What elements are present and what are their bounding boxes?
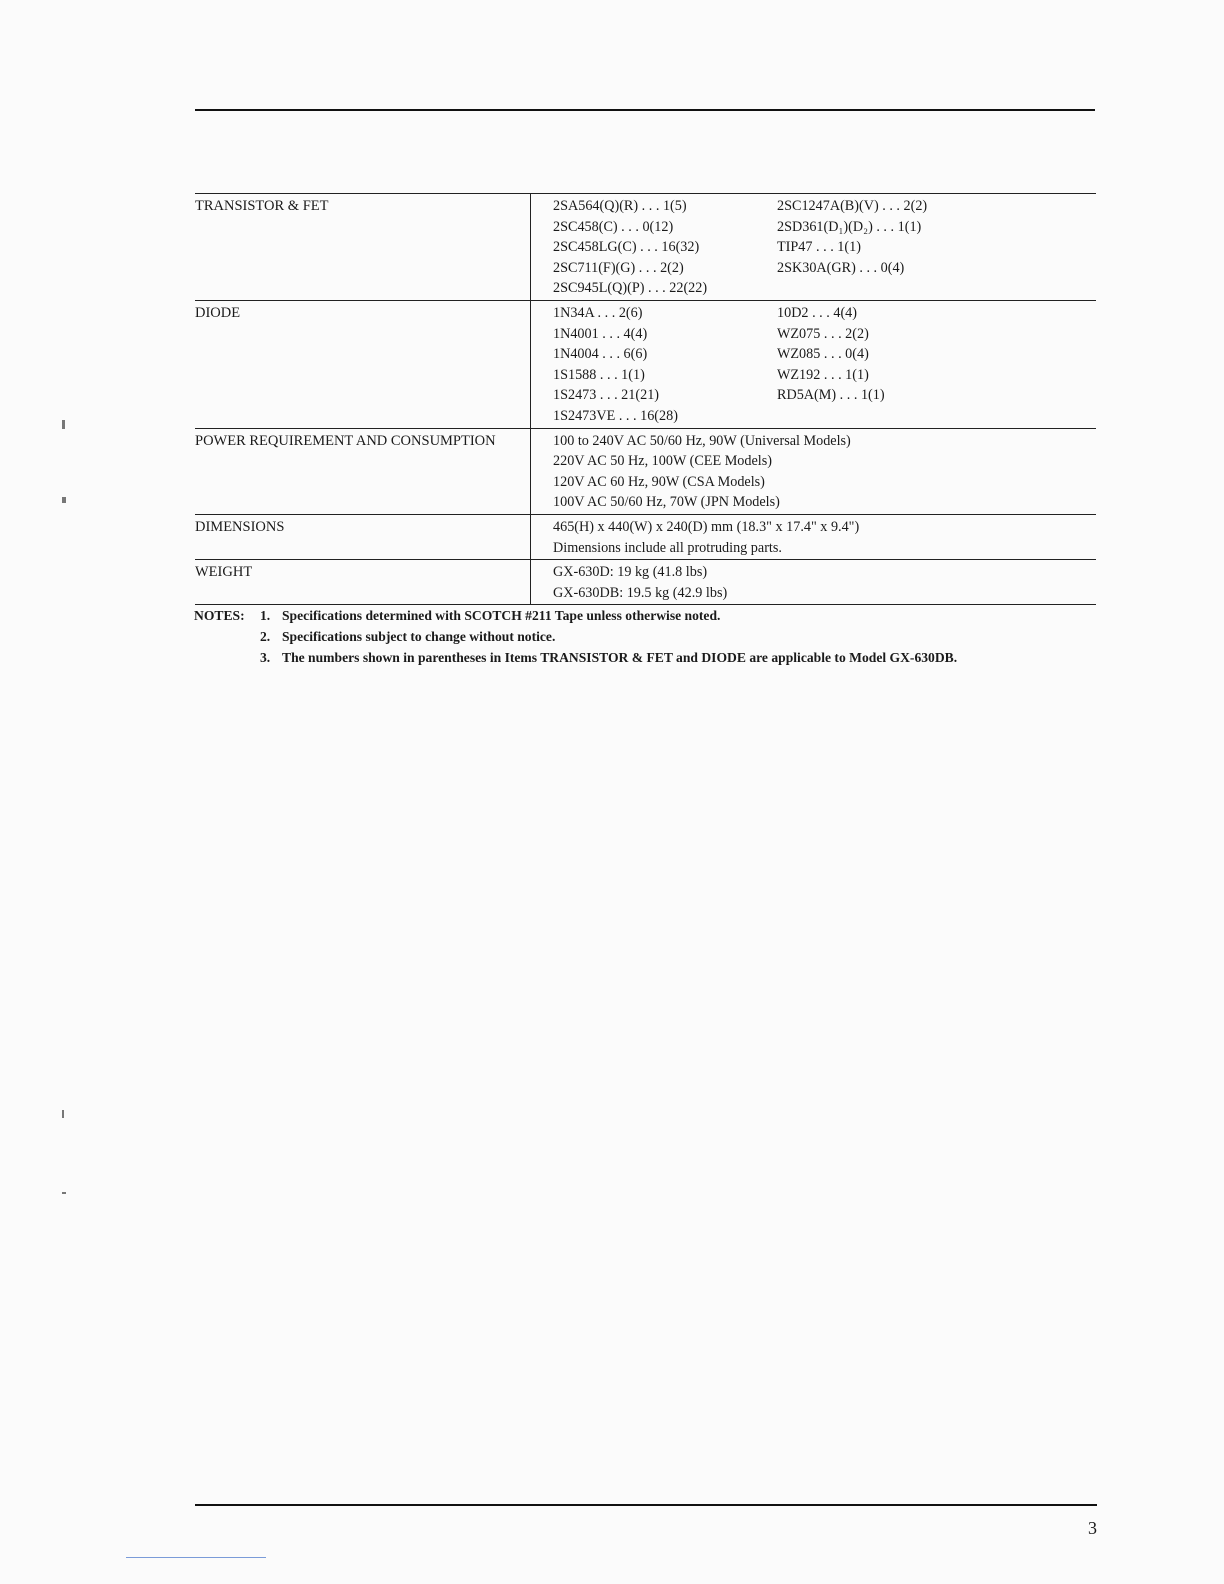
spec-value: 1N34A . . . 2(6) <box>553 304 643 321</box>
scan-mark <box>62 1192 66 1194</box>
spec-column <box>777 303 1096 427</box>
spec-value: 2SC1247A(B)(V) . . . 2(2) <box>777 198 928 214</box>
spec-value: 2SD361(D₁)(D₂) . . . 1(1) <box>777 218 922 235</box>
spec-column <box>777 196 1096 299</box>
note-item <box>194 626 957 647</box>
note-text: Specifications determined with SCOTCH #211 Tape unless otherwise noted. <box>282 608 721 623</box>
spec-label: DIMENSIONS <box>195 518 285 535</box>
spec-value: 2SC458LG(C) . . . 16(32) <box>553 239 700 256</box>
spec-row-dimensions <box>195 514 1096 559</box>
spec-value: WZ192 . . . 1(1) <box>777 366 869 383</box>
spec-value: 1N4001 . . . 4(4) <box>553 325 648 342</box>
spec-column <box>553 303 777 427</box>
spec-value: 220V AC 50 Hz, 100W (CEE Models) <box>553 453 772 470</box>
spec-row-weight <box>195 559 1096 605</box>
spec-value: 2SC711(F)(G) . . . 2(2) <box>553 259 684 276</box>
footer-underline <box>126 1557 266 1558</box>
spec-value: 2SA564(Q)(R) . . . 1(5) <box>553 198 687 214</box>
spec-value: 2SC458(C) . . . 0(12) <box>553 218 674 235</box>
spec-row-diode <box>195 300 1096 428</box>
spec-values <box>530 560 1096 604</box>
spec-label: DIODE <box>195 304 241 321</box>
scan-mark <box>62 1110 64 1118</box>
specifications-table <box>195 193 1096 605</box>
spec-value: 2SC945L(Q)(P) . . . 22(22) <box>553 280 708 297</box>
spec-values <box>530 194 1096 300</box>
spec-value: GX-630D: 19 kg (41.8 lbs) <box>553 564 708 581</box>
spec-value: GX-630DB: 19.5 kg (42.9 lbs) <box>553 584 728 601</box>
spec-value: 10D2 . . . 4(4) <box>777 304 857 321</box>
spec-value: 1S2473 . . . 21(21) <box>553 387 660 404</box>
bottom-rule <box>195 1504 1097 1506</box>
spec-value: 1S2473VE . . . 16(28) <box>553 407 678 424</box>
notes <box>194 605 957 668</box>
spec-row-power <box>195 428 1096 514</box>
spec-value: 2SK30A(GR) . . . 0(4) <box>777 259 905 276</box>
note-item <box>194 605 957 626</box>
spec-label: WEIGHT <box>195 564 253 581</box>
spec-value: 1N4004 . . . 6(6) <box>553 346 648 363</box>
spec-label: POWER REQUIREMENT AND CONSUMPTION <box>195 432 496 449</box>
spec-column <box>553 196 777 299</box>
spec-label: TRANSISTOR & FET <box>195 198 329 214</box>
note-number: 1. <box>260 608 271 623</box>
top-rule <box>195 109 1095 111</box>
spec-value: 120V AC 60 Hz, 90W (CSA Models) <box>553 473 765 490</box>
spec-value: 100V AC 50/60 Hz, 70W (JPN Models) <box>553 494 780 511</box>
spec-value: WZ085 . . . 0(4) <box>777 346 869 363</box>
note-text: Specifications subject to change without notice. <box>282 629 556 644</box>
spec-value: WZ075 . . . 2(2) <box>777 325 869 342</box>
spec-row-transistor-fet <box>195 193 1096 300</box>
scan-mark <box>62 497 66 503</box>
spec-value: TIP47 . . . 1(1) <box>777 239 861 256</box>
spec-values <box>530 515 1096 559</box>
notes-heading: NOTES: <box>194 608 245 623</box>
spec-values <box>530 429 1096 514</box>
spec-value: Dimensions include all protruding parts. <box>553 539 782 556</box>
spec-value: 465(H) x 440(W) x 240(D) mm (18.3" x 17.4" x 9.4") <box>553 518 860 535</box>
scan-mark <box>62 420 65 429</box>
note-number: 2. <box>260 629 271 644</box>
spec-value: 100 to 240V AC 50/60 Hz, 90W (Universal Models) <box>553 432 851 449</box>
note-number: 3. <box>260 650 271 665</box>
spec-values <box>530 301 1096 428</box>
spec-value: RD5A(M) . . . 1(1) <box>777 387 885 404</box>
page-number: 3 <box>1088 1518 1097 1538</box>
spec-value: 1S1588 . . . 1(1) <box>553 366 645 383</box>
note-item <box>194 647 957 668</box>
note-text: The numbers shown in parentheses in Items TRANSISTOR & FET and DIODE are applicable to Model GX-630DB. <box>282 650 958 665</box>
